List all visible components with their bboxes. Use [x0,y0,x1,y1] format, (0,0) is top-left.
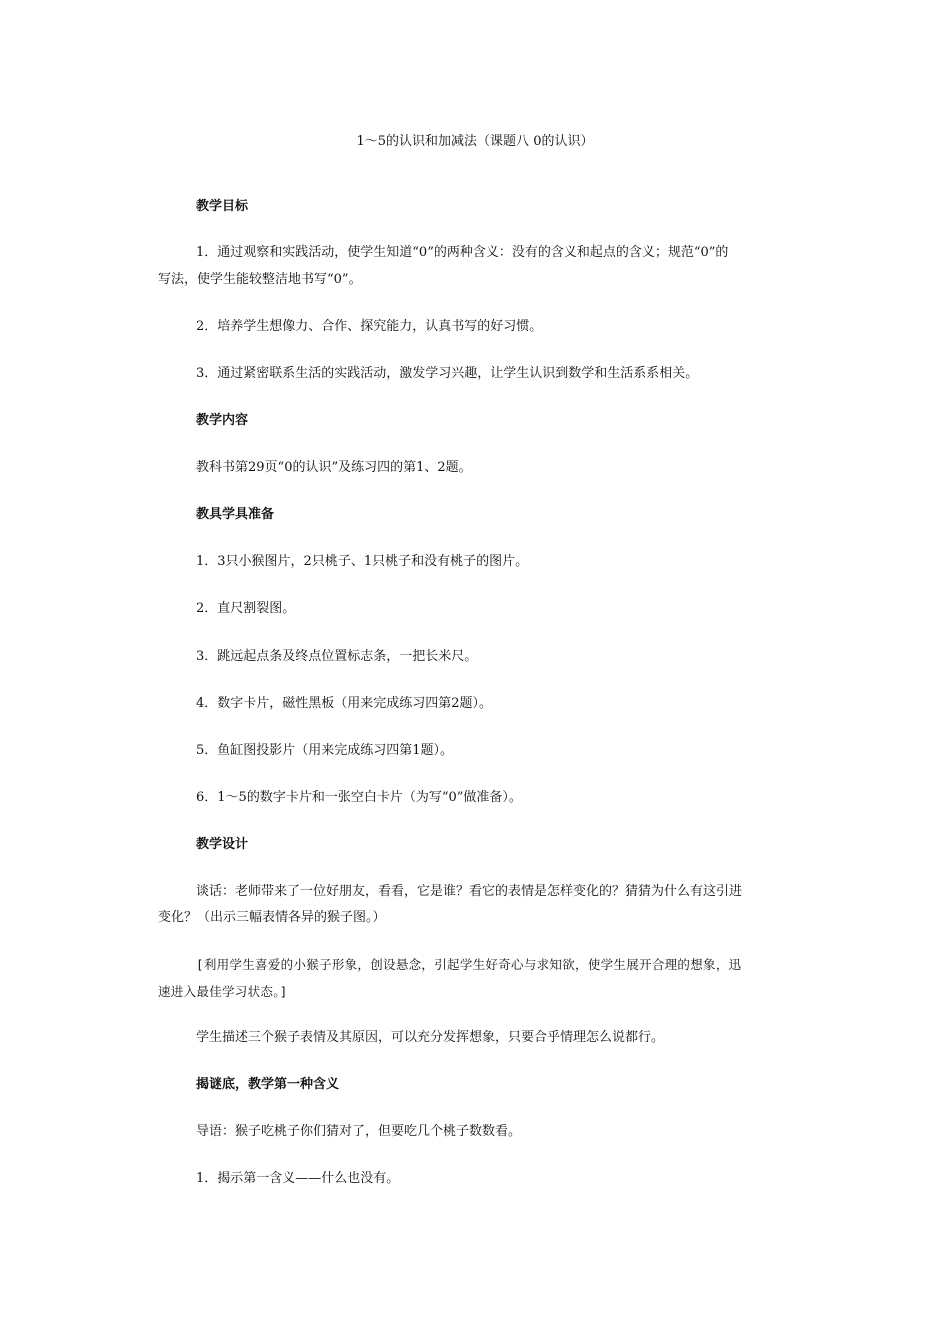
guide-text: 导语：猴子吃桃子你们猜对了，但要吃几个桃子数数看。 [196,1124,522,1139]
reveal-item-1: 1．揭示第一含义——什么也没有。 [196,1171,400,1186]
tool-item-6: 6．1～5的数字卡片和一张空白卡片（为写“0”做准备）。 [196,790,522,805]
content-heading: 教学内容 [196,413,249,428]
tool-item-5: 5．鱼缸图投影片（用来完成练习四第1题）。 [196,743,454,758]
document-title: 1～5的认识和加减法（课题八 0的认识） [356,134,594,149]
design-heading: 教学设计 [196,837,249,852]
describe-text: 学生描述三个猴子表情及其原因，可以充分发挥想象，只要合乎情理怎么说都行。 [196,1030,665,1045]
tool-item-3: 3．跳远起点条及终点位置标志条，一把长米尺。 [196,649,478,664]
goal-1-line-1: 1．通过观察和实践活动，使学生知道“0”的两种含义：没有的含义和起点的含义；规范“0”的 [196,245,729,260]
talk-line-2: 变化？（出示三幅表情各异的猴子图。） [158,910,386,925]
tools-heading: 教具学具准备 [196,507,275,522]
content-text: 教科书第29页“0的认识”及练习四的第1、2题。 [196,460,472,475]
goal-3: 3．通过紧密联系生活的实践活动，激发学习兴趣，让学生认识到数学和生活系系相关。 [196,366,699,381]
tool-item-1: 1．3只小猴图片，2只桃子、1只桃子和没有桃子的图片。 [196,554,529,569]
note-line-2: 速进入最佳学习状态。] [158,984,288,999]
tool-item-2: 2．直尺割裂图。 [196,601,296,616]
reveal-heading: 揭谜底，教学第一种含义 [196,1077,340,1092]
talk-line-1: 谈话：老师带来了一位好朋友，看看，它是谁？看它的表情是怎样变化的？猜猜为什么有这引进 [196,884,743,899]
note-line-1: [利用学生喜爱的小猴子形象，创设悬念，引起学生好奇心与求知欲，使学生展开合理的想象，迅 [196,957,742,972]
tool-item-4: 4．数字卡片，磁性黑板（用来完成练习四第2题）。 [196,696,493,711]
goal-1-line-2: 写法，使学生能较整洁地书写“0”。 [158,272,362,287]
goals-heading: 教学目标 [196,199,249,214]
goal-2: 2．培养学生想像力、合作、探究能力，认真书写的好习惯。 [196,319,543,334]
